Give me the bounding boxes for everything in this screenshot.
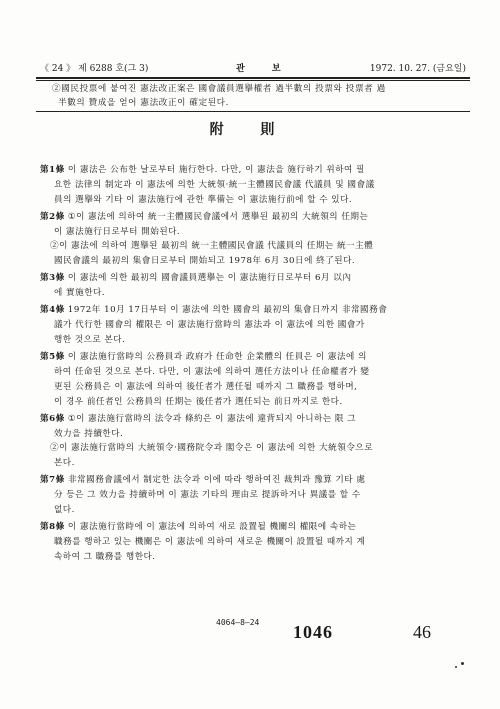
print-speck bbox=[461, 662, 464, 665]
text-line: ①이 憲法에 의하여 統一主體國民會議에서 選擧된 最初의 大統領의 任期는 bbox=[67, 211, 369, 222]
article-4 bbox=[40, 303, 462, 347]
article-3 bbox=[40, 271, 462, 301]
issue-date: 1972. 10. 27. (금요일) bbox=[369, 64, 466, 74]
article-number: 第7條 bbox=[40, 475, 65, 486]
text-line: 職務를 행하고 있는 機關은 이 憲法에 의하여 새로운 機關이 設置될 때까지 계 bbox=[54, 536, 366, 547]
page-header bbox=[36, 60, 470, 78]
text-line: 이 憲法施行日로부터 開始된다. bbox=[54, 226, 181, 237]
text-line: 이 憲法은 公布한 날로부터 施行한다. 다만, 이 憲法을 施行하기 위하여 필 bbox=[67, 165, 365, 175]
article-1 bbox=[40, 163, 462, 207]
text-line: ①이 憲法施行當時의 法令과 條約은 이 憲法에 違背되지 아니하는 限 그 bbox=[67, 413, 357, 424]
text-line: 半數의 贊成을 얻어 憲法改正이 確定된다. bbox=[58, 98, 229, 108]
article-6 bbox=[40, 412, 462, 471]
article-8 bbox=[40, 520, 462, 564]
text-line: ②이 憲法施行當時의 大統領令·國務院令과 閣令은 이 憲法에 의한 大統領令으로 bbox=[50, 443, 374, 454]
supplementary-provisions bbox=[40, 163, 462, 567]
article-number: 第4條 bbox=[40, 305, 65, 316]
article-number: 第6條 bbox=[40, 413, 65, 424]
text-line: 이 憲法에 의한 最初의 國會議員選擧는 이 憲法施行日로부터 6月 以內 bbox=[67, 273, 352, 284]
text-line: 員의 選擧와 기타 이 憲法施行에 관한 準備는 이 憲法施行前에 할 수 있다. bbox=[54, 194, 353, 205]
text-line: 본다. bbox=[54, 458, 75, 469]
text-line: 하여 任命된 것으로 본다. 다만, 이 憲法에 의하여 選任方法이나 任命權者가 變 bbox=[54, 366, 370, 377]
article-7 bbox=[40, 473, 462, 517]
article-number: 第1條 bbox=[40, 165, 65, 175]
text-line: 이 憲法施行當時의 公務員과 政府가 任命한 企業體의 任員은 이 憲法에 의 bbox=[67, 352, 367, 363]
publication-title: 관 보 bbox=[236, 64, 293, 74]
stamped-number: 1046 bbox=[293, 622, 333, 642]
text-line: 없다. bbox=[54, 504, 75, 515]
text-line: 非常國務會議에서 制定한 法令과 이에 따라 행하여진 裁判과 豫算 기타 處 bbox=[67, 475, 366, 486]
text-line: 이 憲法施行當時에 이 憲法에 의하여 새로 設置될 機關의 權限에 속하는 bbox=[67, 522, 357, 533]
header-rule-thin bbox=[36, 80, 470, 81]
text-line: 속하여 그 職務를 행한다. bbox=[54, 551, 156, 562]
issue-number: 《 24 》 제 6288 호(그 3) bbox=[40, 64, 149, 74]
text-line: 議가 代行한 國會의 權限은 이 憲法施行當時의 憲法과 이 憲法에 의한 國會가 bbox=[54, 320, 365, 331]
print-speck bbox=[455, 666, 457, 668]
text-line: 分 등은 그 效力을 持續하며 이 憲法 기타의 理由로 提訴하거나 異議를 할 수 bbox=[54, 490, 361, 501]
header-rule bbox=[36, 77, 470, 79]
section-divider bbox=[36, 111, 470, 112]
article-continuation bbox=[52, 82, 462, 110]
text-line: 更된 公務員은 이 憲法에 의하여 後任者가 選任될 때까지 그 職務를 행하며, bbox=[54, 381, 358, 392]
article-2 bbox=[40, 210, 462, 269]
page-footer bbox=[0, 618, 500, 644]
article-number: 第3條 bbox=[40, 273, 65, 284]
text-line: 1972年 10月 17日부터 이 憲法에 의한 國會의 最初의 集會日까지 非常國務會 bbox=[67, 305, 388, 316]
text-line: ②이 憲法에 의하여 選擧된 最初의 統一主體國民會議 代議員의 任期는 統一主體 bbox=[50, 241, 374, 252]
text-line: 요한 法律의 制定과 이 憲法에 의한 大統領·統一主體國民會議 代議員 및 國會議 bbox=[54, 179, 375, 190]
text-line: 에 實施한다. bbox=[54, 288, 106, 299]
text-line: 效力을 持續한다. bbox=[54, 428, 124, 439]
text-line: 國民會議의 最初의 集會日로부터 開始되고 1978年 6月 30日에 終了된다. bbox=[54, 256, 356, 267]
text-line: ②國民投票에 붙여진 憲法改正案은 國會議員選擧權者 過半數의 投票와 投票者 過 bbox=[52, 84, 386, 94]
section-title: 附 則 bbox=[209, 122, 291, 138]
text-line: 행한 것으로 본다. bbox=[54, 334, 126, 345]
article-number: 第5條 bbox=[40, 352, 65, 363]
article-5 bbox=[40, 350, 462, 409]
article-number: 第2條 bbox=[40, 211, 65, 222]
print-code: 4064—8—24 bbox=[216, 618, 260, 627]
text-line: 이 경우 前任者인 公務員의 任期는 後任者가 選任되는 前日까지로 한다. bbox=[54, 396, 343, 407]
page-number: 46 bbox=[413, 622, 431, 642]
article-number: 第8條 bbox=[40, 522, 65, 533]
